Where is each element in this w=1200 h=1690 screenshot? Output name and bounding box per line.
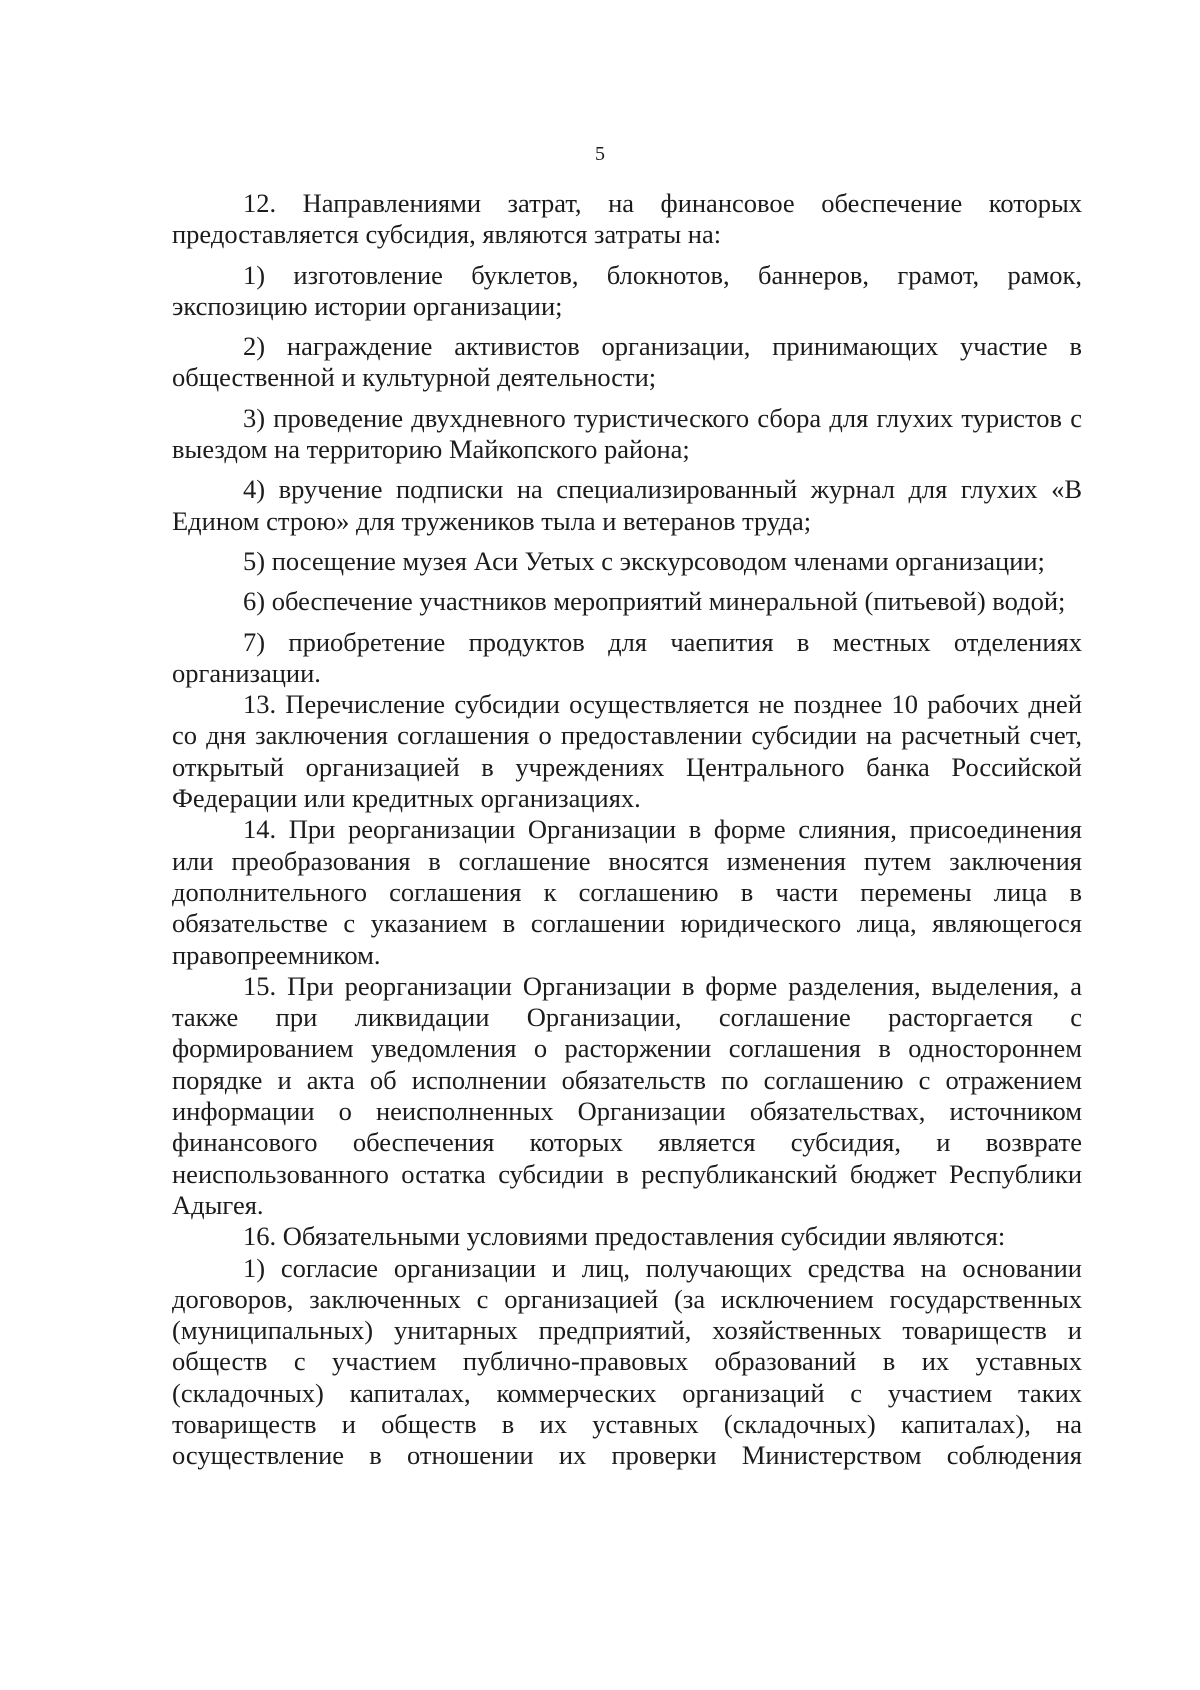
paragraph-15: 15. При реорганизации Организации в форме разделения, выделения, а также при ликвидации Организации, соглашение расторгается с формированием уведомления о расторжении соглашения в одностороннем порядке и акта об исполнении обязательств по соглашению с отражением информации о неисполненных Организации обязательствах, источником финансового обеспечения которых является субсидия, и возврате неиспользованного остатка субсидии в республиканский бюджет Республики Адыгея. [172, 970, 1082, 1220]
list-item-4: 4) вручение подписки на специализированный журнал для глухих «В Едином строю» для тружеников тыла и ветеранов труда; [172, 474, 1082, 536]
paragraph-16-item-1: 1) согласие организации и лиц, получающих средства на основании договоров, заключенных с организацией (за исключением государственных (муниципальных) унитарных предприятий, хозяйственных товариществ и обществ с участием публично-правовых образований в их уставных (складочных) капиталах, коммерческих организаций с участием таких товариществ и обществ в их уставных (складочных) капиталах), на осуществление в отношении их проверки Министерством соблюдения [172, 1252, 1082, 1471]
paragraph-13: 13. Перечисление субсидии осуществляется не позднее 10 рабочих дней со дня заключения соглашения о предоставлении субсидии на расчетный счет, открытый организацией в учреждениях Центрального банка Российской Федерации или кредитных организациях. [172, 689, 1082, 814]
page-number: 5 [595, 143, 605, 165]
paragraph-14: 14. При реорганизации Организации в форме слияния, присоединения или преобразования в соглашение вносятся изменения путем заключения дополнительного соглашения к соглашению в части перемены лица в обязательстве с указанием в соглашении юридического лица, являющегося правопреемником. [172, 814, 1082, 970]
list-item-3: 3) проведение двухдневного туристического сбора для глухих туристов с выездом на территорию Майкопского района; [172, 402, 1082, 465]
list-item-5: 5) посещение музея Аси Уетых с экскурсоводом членами организации; [243, 545, 1045, 576]
list-item-2: 2) награждение активистов организации, принимающих участие в общественной и культурной деятельности; [172, 331, 1082, 393]
list-item-7: 7) приобретение продуктов для чаепития в местных отделениях организации. [172, 626, 1082, 688]
list-item-1: 1) изготовление буклетов, блокнотов, баннеров, грамот, рамок, экспозицию истории организации; [172, 259, 1082, 321]
document-body [172, 188, 1082, 1472]
list-item-6: 6) обеспечение участников мероприятий минеральной (питьевой) водой; [243, 586, 1066, 617]
paragraph-12: 12. Направлениями затрат, на финансовое обеспечение которых предоставляется субсидия, являются затраты на: [172, 188, 1082, 250]
paragraph-16: 16. Обязательными условиями предоставления субсидии являются: [243, 1221, 1006, 1252]
